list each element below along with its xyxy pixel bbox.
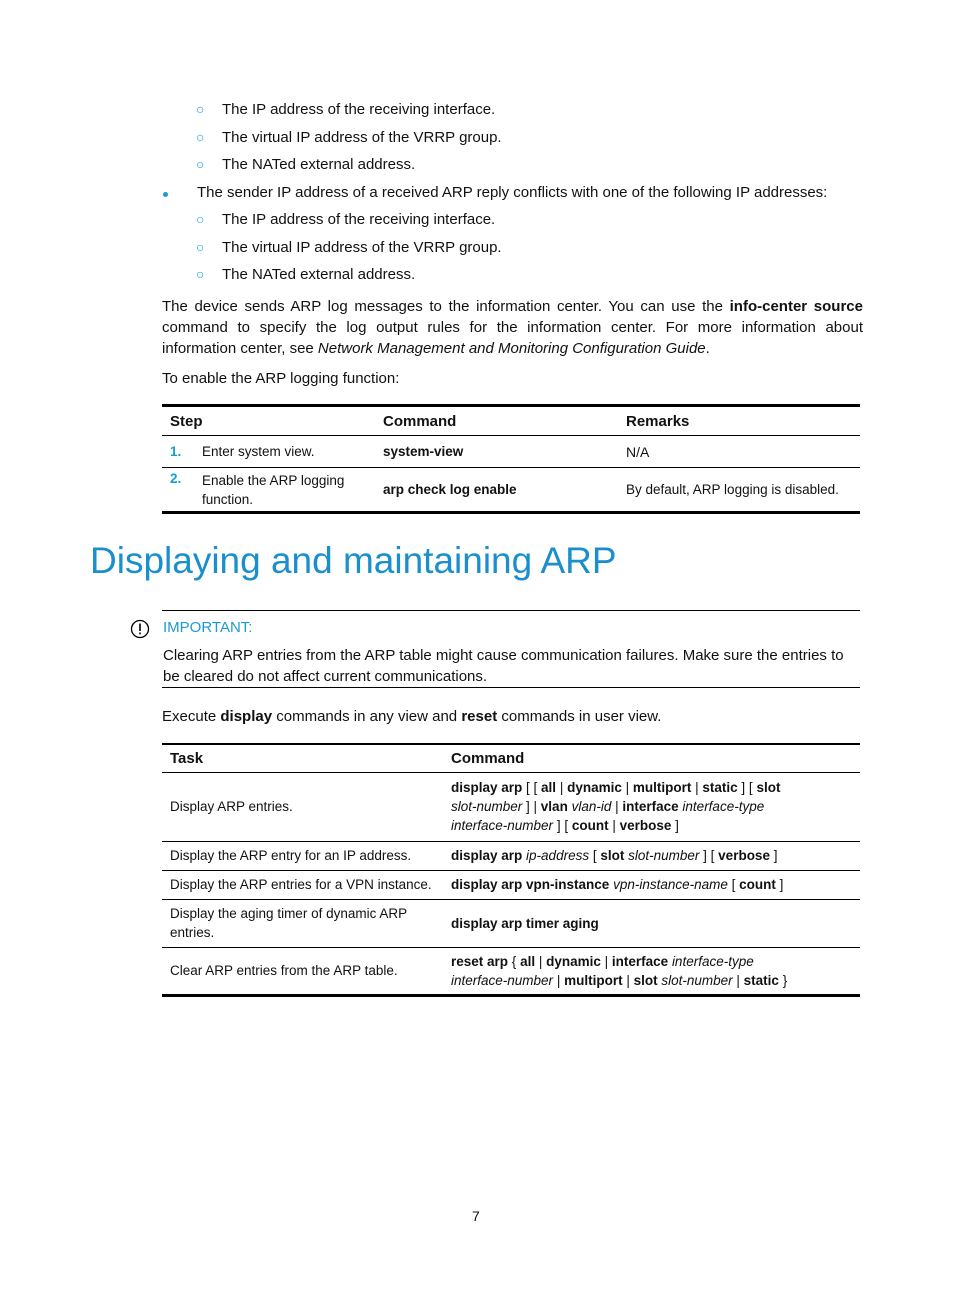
paragraph-text: commands in any view and (272, 708, 462, 725)
command-token: interface-type (682, 799, 765, 814)
page-number: 7 (472, 1208, 480, 1224)
important-icon (130, 619, 150, 639)
command-token: reset arp (451, 953, 509, 969)
table-row (162, 772, 860, 841)
column-header: Remarks (618, 406, 860, 436)
sub-bullet-icon: ○ (196, 211, 205, 227)
command-token: all (520, 953, 536, 969)
command-name: display (220, 708, 273, 725)
command-token: ip-address (526, 848, 590, 863)
paragraph-text: command to specify the log output rules for the information center. For more information about information center, see (162, 319, 863, 357)
command-token: multiport (564, 972, 623, 988)
column-header: Command (443, 744, 860, 772)
command-token: static (743, 972, 779, 988)
step-cell (162, 436, 375, 468)
paragraph-text: Execute (162, 708, 221, 725)
command-cell: display arp ip-address [ slot slot-number ] [ verbose ] (443, 841, 860, 870)
command-token: count (571, 818, 609, 833)
command-token: dynamic (546, 953, 601, 969)
task-cell: Display the ARP entries for a VPN instance. (162, 870, 443, 899)
sub-bullet-icon: ○ (196, 239, 205, 255)
paragraph-text: . (705, 340, 710, 357)
command-token: interface-number (451, 818, 554, 833)
column-header: Command (375, 406, 618, 436)
table-row (162, 841, 860, 870)
list-item: The sender IP address of a received ARP reply conflicts with one of the following IP addresses: (197, 184, 828, 201)
sub-bullet-icon: ○ (196, 156, 205, 172)
table-row (162, 899, 860, 947)
command-token: slot-number (628, 848, 700, 863)
task-cell: Clear ARP entries from the ARP table. (162, 947, 443, 995)
step-text: Enable the ARP logging function. (202, 472, 345, 507)
list-item: The virtual IP address of the VRRP group. (222, 239, 502, 256)
list-item: The virtual IP address of the VRRP group. (222, 129, 502, 146)
command-name: reset (461, 708, 498, 725)
command-token: interface-type (671, 953, 754, 969)
task-cell: Display the ARP entry for an IP address. (162, 841, 443, 870)
step-cell (162, 468, 375, 513)
list-item: The NATed external address. (222, 156, 416, 173)
command-cell: display arp [ [ all | dynamic | multiport | static ] [ slot slot-number ] | vlan vlan-id | interface interface-type interface-number ] [ count | verbose ] (443, 772, 860, 841)
command-token: slot-number (661, 972, 733, 988)
command-token: display arp (451, 780, 523, 795)
command-token: interface-number (451, 972, 554, 988)
command-token: slot (600, 848, 625, 863)
step-number: 1. (170, 444, 182, 459)
command-token: display arp timer aging (451, 915, 599, 931)
command-token: interface (611, 953, 669, 969)
steps-table (162, 404, 860, 514)
command-token: vlan (540, 799, 568, 814)
divider (162, 687, 860, 688)
sub-bullet-icon: ○ (196, 266, 205, 282)
list-item: The NATed external address. (222, 266, 416, 283)
task-cell: Display ARP entries. (162, 772, 443, 841)
paragraph (162, 296, 863, 359)
command-token: all (541, 780, 557, 795)
command-cell (443, 899, 860, 947)
table-row (162, 947, 860, 995)
command-cell: system-view (375, 436, 618, 468)
important-label: IMPORTANT: (163, 619, 253, 636)
paragraph-text: The device sends ARP log messages to the information center. You can use the (162, 298, 730, 315)
sub-bullet-icon: ○ (196, 129, 205, 145)
intro-text: To enable the ARP logging function: (162, 370, 400, 387)
step-text: Enter system view. (202, 444, 315, 459)
column-header: Task (162, 744, 443, 772)
command-token: vlan-id (571, 799, 612, 814)
table-row (162, 468, 860, 513)
command-token: verbose (718, 848, 770, 863)
task-cell: Display the aging timer of dynamic ARP entries. (162, 899, 443, 947)
command-token: display arp (451, 848, 523, 863)
list-item: The IP address of the receiving interface. (222, 101, 496, 118)
column-header: Step (162, 406, 375, 436)
table-row (162, 870, 860, 899)
command-token: slot (633, 972, 658, 988)
guide-title: Network Management and Monitoring Configuration Guide (317, 340, 706, 357)
list-item: The IP address of the receiving interface. (222, 211, 496, 228)
command-token: multiport (632, 780, 692, 795)
divider (162, 610, 860, 611)
table-row (162, 436, 860, 468)
paragraph-text: commands in user view. (497, 708, 662, 725)
command-token: static (702, 780, 738, 795)
bullet-icon (163, 192, 168, 197)
command-token: interface (622, 799, 679, 814)
remarks-cell: By default, ARP logging is disabled. (618, 468, 860, 513)
step-number: 2. (170, 470, 182, 486)
sub-bullet-icon: ○ (196, 101, 205, 117)
command-cell: display arp vpn-instance vpn-instance-name [ count ] (443, 870, 860, 899)
remarks-cell: N/A (618, 436, 860, 468)
command-token: count (739, 877, 776, 892)
command-token: display arp vpn-instance (451, 877, 610, 892)
section-heading: Displaying and maintaining ARP (90, 540, 617, 581)
important-text: Clearing ARP entries from the ARP table might cause communication failures. Make sure the entries to be cleared do not affect current communications. (163, 647, 844, 685)
command-token: vpn-instance-name (613, 877, 728, 892)
command-cell: reset arp { all | dynamic | interface interface-type interface-number | multiport | slot slot-number | static } (443, 947, 860, 995)
command-token: dynamic (567, 780, 622, 795)
command-token: verbose (619, 818, 672, 833)
command-token: slot (756, 780, 781, 795)
command-token: slot-number (451, 799, 523, 814)
command-name: info-center source (729, 298, 863, 315)
execute-text (162, 708, 661, 725)
command-cell: arp check log enable (375, 468, 618, 513)
commands-table (162, 743, 860, 997)
